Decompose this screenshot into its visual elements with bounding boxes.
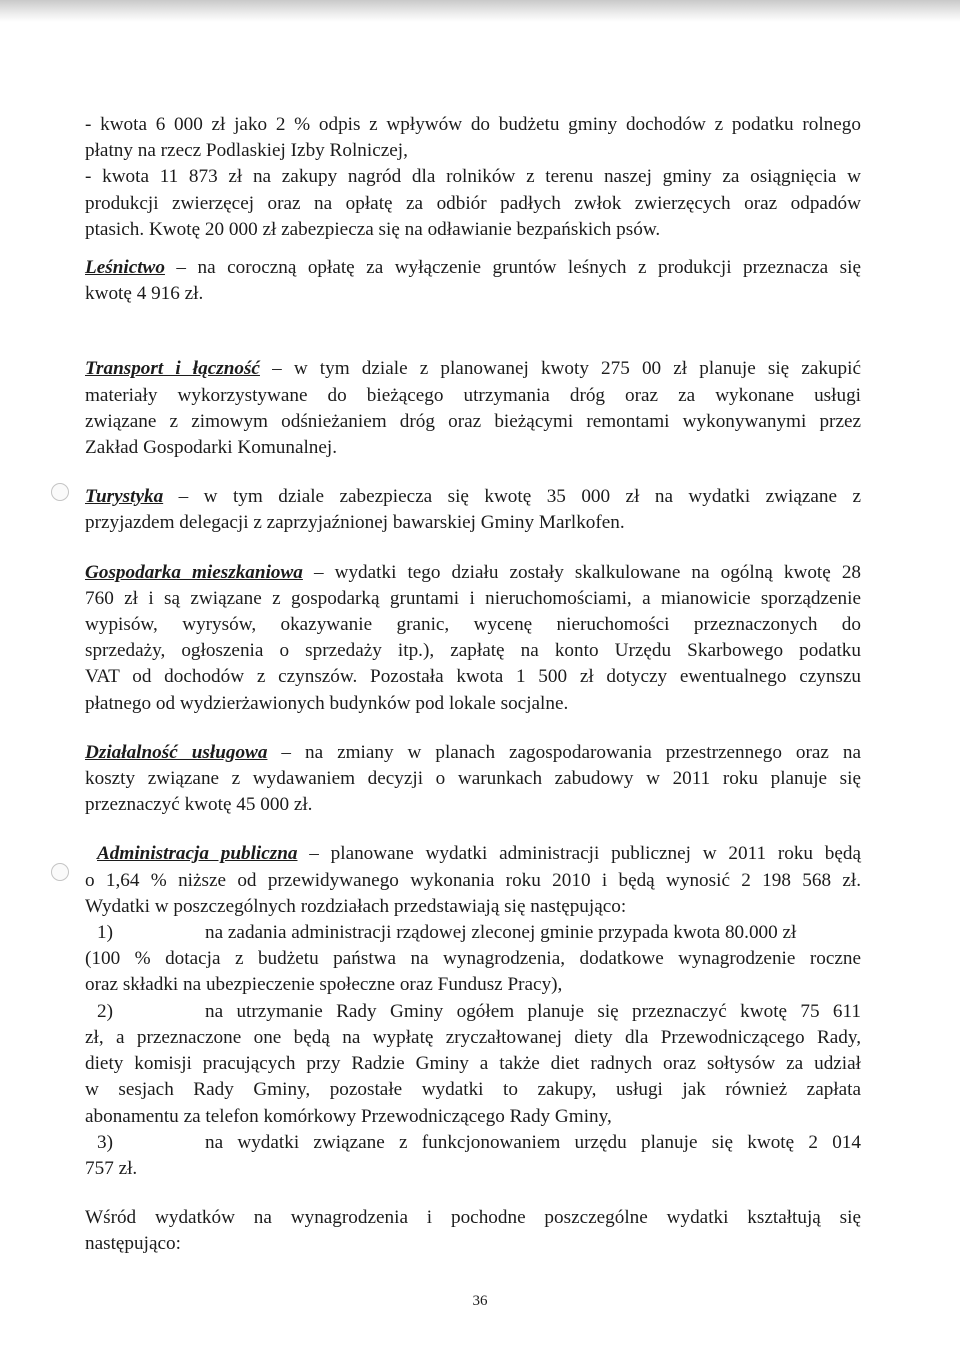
text-line <box>85 920 861 946</box>
text-line: płatny na rzecz Podlaskiej Izby Rolniczej, <box>85 140 408 162</box>
text-run: – planowane wydatki administracji publicznej w 2011 roku będą <box>297 843 861 865</box>
text-run: na utrzymanie Rady Gminy ogółem planuje się przeznaczyć kwotę 75 611 <box>205 1000 861 1022</box>
text-line: związane z zimowym odśnieżaniem dróg oraz bieżącymi remontami wykonywanymi przez <box>85 410 861 432</box>
paragraph-administracja <box>85 841 861 1182</box>
text-line: 760 zł i są związane z gospodarką gruntami i nieruchomościami, a mianowicie sporządzenie <box>85 587 861 609</box>
list-item <box>85 1130 861 1182</box>
paragraph-closing <box>85 1205 861 1257</box>
punch-hole <box>51 863 69 881</box>
text-run: – na zmiany w planach zagospodarowania przestrzennego oraz na <box>267 741 861 763</box>
text-run: na wydatki związane z funkcjonowaniem urzędu planuje się kwotę 2 014 <box>205 1131 861 1153</box>
text-line: VAT od dochodów z czynszów. Pozostała kwota 1 500 zł dotyczy ewentualnego czynszu <box>85 666 861 688</box>
text-line: wypisów, wyrysów, okazywanie granic, wycenę nieruchomości przeznaczonych do <box>85 614 861 636</box>
paragraph-transport <box>85 356 861 461</box>
paragraph-gospodarka <box>85 560 861 717</box>
text-line <box>85 1130 861 1156</box>
text-line: diety komisji pracujących przy Radzie Gminy a także diet radnych oraz sołtysów za udział <box>85 1053 861 1075</box>
page-number: 36 <box>472 1293 488 1309</box>
text-line: płatnego od wydzierżawionych budynków pod lokale socjalne. <box>85 692 569 714</box>
text-line: (100 % dotacja z budżetu państwa na wynagrodzenia, dodatkowe wynagrodzenie roczne <box>85 948 861 970</box>
text-line <box>85 740 861 766</box>
section-heading-turystyka: Turystyka <box>85 486 164 508</box>
text-line: abonamentu za telefon komórkowy Przewodniczącego Rady Gminy, <box>85 1105 612 1127</box>
text-line: - kwota 6 000 zł jako 2 % odpis z wpływów do budżetu gminy dochodów z podatku rolnego <box>85 114 861 135</box>
text-line <box>85 560 861 586</box>
text-run: na zadania administracji rządowej zleconej gminie przypada kwota 80.000 zł <box>205 922 797 944</box>
text-line: w sesjach Rady Gminy, pozostałe wydatki to zakupy, usługi jak również zapłata <box>85 1079 861 1101</box>
section-heading-gospodarka: Gospodarka mieszkaniowa <box>85 561 303 583</box>
text-line: koszty związane z wydawaniem decyzji o warunkach zabudowy w 2011 roku planuje się <box>85 768 861 790</box>
text-line: zł, a przeznaczone one będą na wypłatę zryczałtowanej diety dla Przewodniczącego Rady, <box>85 1026 861 1048</box>
text-run: – na coroczną opłatę za wyłączenie gruntów leśnych z produkcji przeznacza się <box>164 257 861 279</box>
text-line: Zakład Gospodarki Komunalnej. <box>85 437 338 459</box>
document-body <box>85 112 861 1258</box>
paragraph-lesnictwo <box>85 255 861 307</box>
list-item <box>85 920 861 999</box>
text-line: 757 zł. <box>85 1157 138 1179</box>
text-line: oraz składki na ubezpieczenie społeczne oraz Fundusz Pracy), <box>85 974 563 996</box>
list-item-number: 3) <box>97 1131 113 1153</box>
paragraph-intro <box>85 112 861 243</box>
text-line <box>85 841 861 867</box>
text-line: Wydatki w poszczególnych rozdziałach przedstawiają się następująco: <box>85 895 627 917</box>
text-line: kwotę 4 916 zł. <box>85 283 204 305</box>
text-line: produkcji zwierzęcej oraz na opłatę za odbiór padłych zwłok zwierzęcych oraz odpadów <box>85 192 861 214</box>
text-line: przyjazdem delegacji z zaprzyjaźnionej bawarskiej Gminy Marlkofen. <box>85 512 625 534</box>
list-item-number: 2) <box>97 1000 113 1022</box>
paragraph-turystyka <box>85 484 861 536</box>
section-heading-dzialalnosc: Działalność usługowa <box>85 741 268 763</box>
text-run: – w tym dziale zabezpiecza się kwotę 35 000 zł na wydatki związane z <box>163 486 861 508</box>
section-heading-administracja: Administracja publiczna <box>97 843 298 865</box>
text-line <box>85 999 861 1025</box>
section-heading-lesnictwo: Leśnictwo <box>85 257 165 279</box>
text-line <box>85 255 861 281</box>
text-line <box>85 484 861 510</box>
list-item <box>85 999 861 1130</box>
list-item-number: 1) <box>97 922 113 944</box>
paragraph-dzialalnosc <box>85 740 861 819</box>
text-line: o 1,64 % niższe od przewidywanego wykonania roku 2010 i będą wynosić 2 198 568 zł. <box>85 869 861 891</box>
text-line: ptasich. Kwotę 20 000 zł zabezpiecza się na odławianie bezpańskich psów. <box>85 218 661 240</box>
text-line: następująco: <box>85 1233 181 1255</box>
punch-hole <box>51 483 69 501</box>
text-line: przeznaczyć kwotę 45 000 zł. <box>85 794 313 816</box>
text-run: – wydatki tego działu zostały skalkulowane na ogólną kwotę 28 <box>302 561 862 583</box>
text-run: – w tym dziale z planowanej kwoty 275 00 zł planuje się zakupić <box>259 358 861 380</box>
text-line: Wśród wydatków na wynagrodzenia i pochodne poszczególne wydatki kształtują się <box>85 1207 861 1229</box>
text-line: materiały wykorzystywane do bieżącego utrzymania dróg oraz za wykonane usługi <box>85 384 861 406</box>
text-line: sprzedaży, ogłoszenia o sprzedaży itp.), zapłatę na konto Urzędu Skarbowego podatku <box>85 640 861 662</box>
scan-top-edge <box>0 0 960 22</box>
text-line: - kwota 11 873 zł na zakupy nagród dla rolników z terenu naszej gminy za osiągnięcia w <box>85 166 861 188</box>
text-line <box>85 356 861 382</box>
section-heading-transport: Transport i łączność <box>85 358 260 380</box>
